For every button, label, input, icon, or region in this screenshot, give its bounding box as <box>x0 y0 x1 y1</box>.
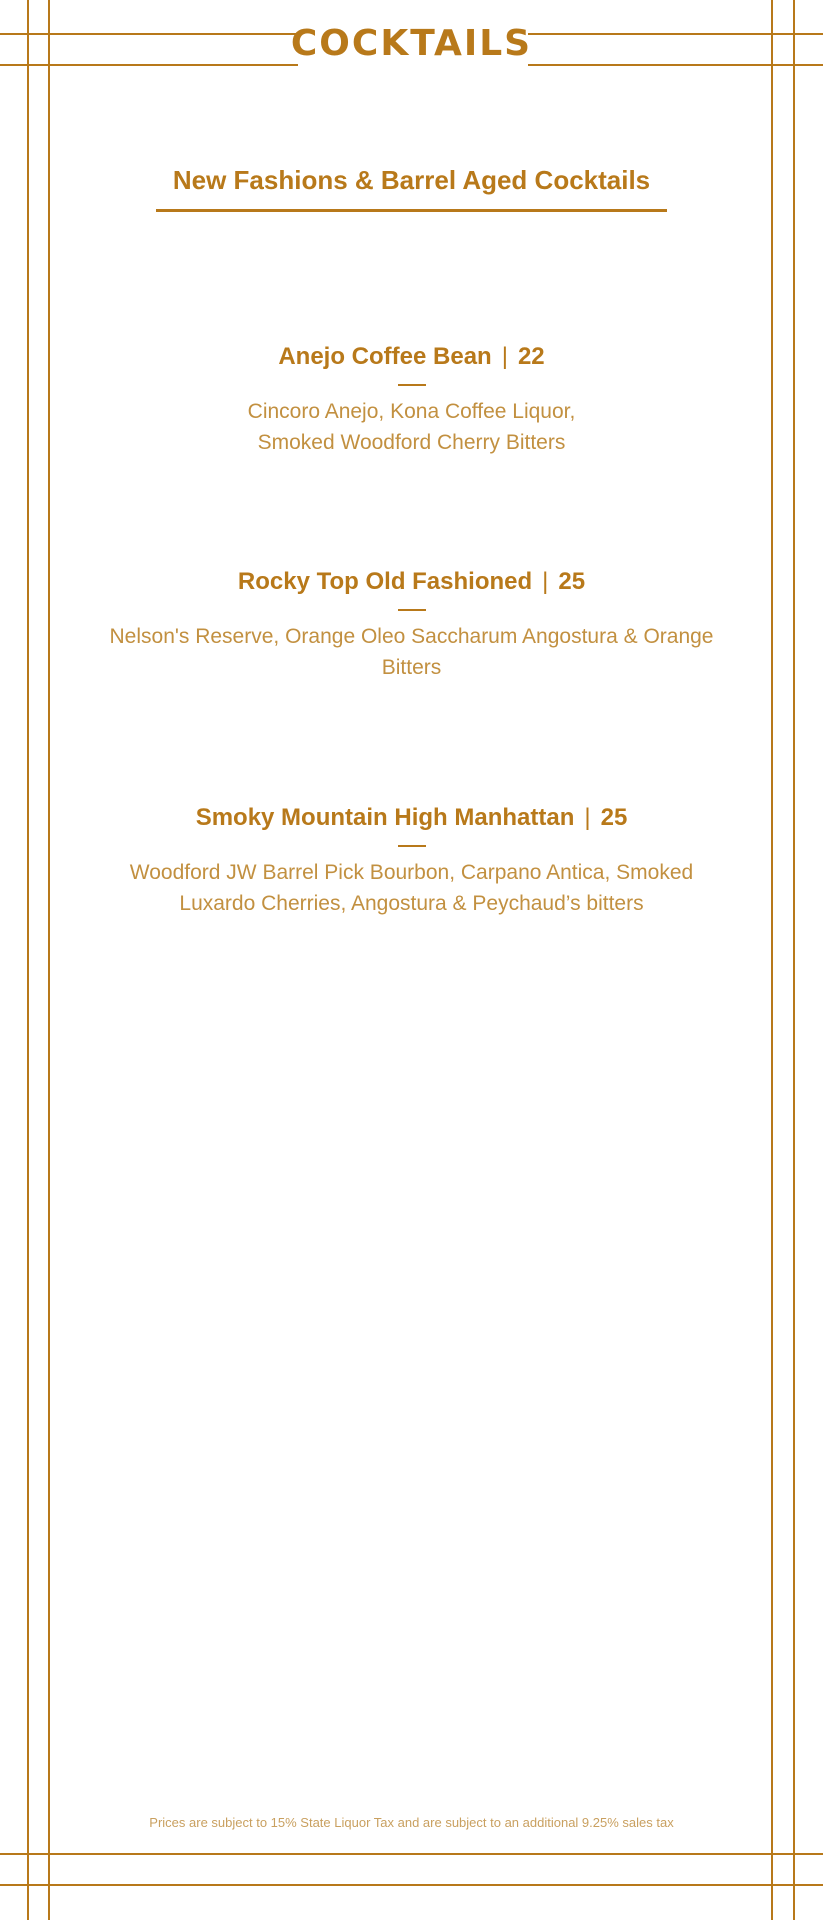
menu-item-title <box>80 340 743 374</box>
menu-item-price: 25 <box>600 804 628 831</box>
menu-item-separator: | <box>584 804 591 831</box>
menu-item-divider <box>398 845 426 847</box>
page-title: COCKTAILS <box>290 23 533 64</box>
tax-footnote: Prices are subject to 15% State Liquor Tax and are subject to an additional 9.25% sales tax <box>149 1815 674 1830</box>
frame-line-bottom-1 <box>0 1853 823 1855</box>
menu-item-separator: | <box>501 343 508 370</box>
menu-item-price: 22 <box>517 343 545 370</box>
section-heading: New Fashions & Barrel Aged Cocktails <box>172 165 651 195</box>
menu-item <box>80 565 743 683</box>
frame-line-right-inner <box>771 0 773 1920</box>
frame-line-left-inner <box>48 0 50 1920</box>
menu-item-divider <box>398 384 426 386</box>
menu-item-title <box>80 801 743 835</box>
menu-item-title <box>80 565 743 599</box>
menu-item-name: Smoky Mountain High Manhattan <box>195 804 575 831</box>
frame-line-right-outer <box>793 0 795 1920</box>
menu-item <box>80 801 743 919</box>
menu-item-divider <box>398 609 426 611</box>
menu-item-name: Rocky Top Old Fashioned <box>237 568 533 595</box>
menu-item-description: Nelson's Reserve, Orange Oleo Saccharum Angostura & Orange Bitters <box>109 625 714 679</box>
menu-item-separator: | <box>542 568 549 595</box>
menu-item-description: Cincoro Anejo, Kona Coffee Liquor, Smoked Woodford Cherry Bitters <box>247 400 576 454</box>
menu-item <box>80 340 743 458</box>
menu-item-description: Woodford JW Barrel Pick Bourbon, Carpano Antica, Smoked Luxardo Cherries, Angostura & Peychaud’s bitters <box>129 861 694 915</box>
frame-line-left-outer <box>27 0 29 1920</box>
menu-item-price: 25 <box>558 568 586 595</box>
frame-line-bottom-2 <box>0 1884 823 1886</box>
section-underline <box>156 209 667 212</box>
menu-item-name: Anejo Coffee Bean <box>278 343 492 370</box>
